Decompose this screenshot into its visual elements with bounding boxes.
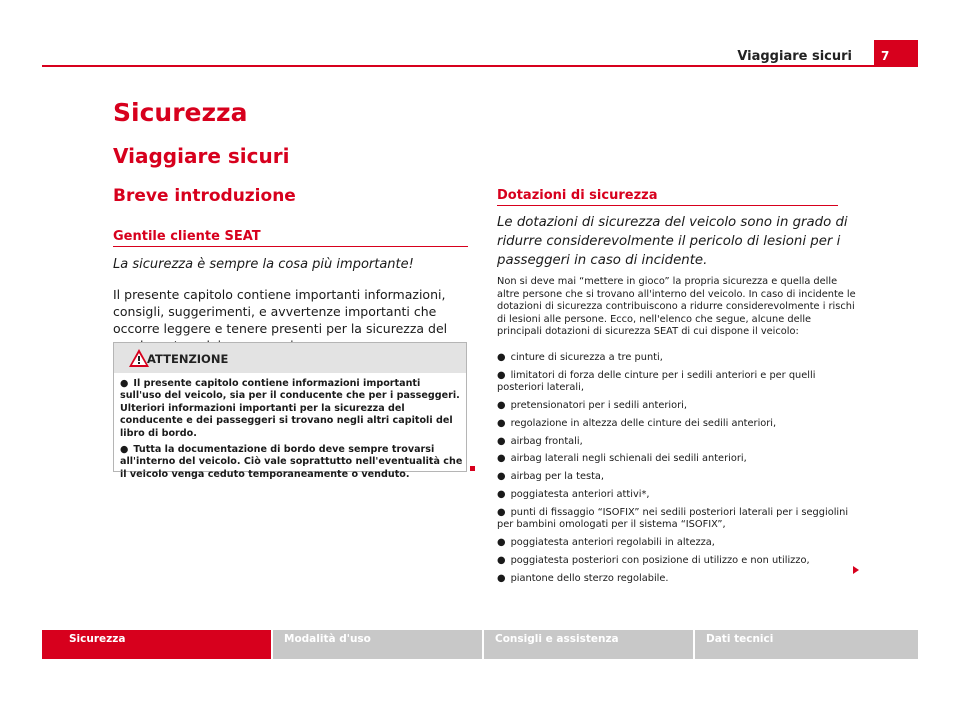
list-item [497, 400, 857, 412]
footer-tab-bar [42, 630, 918, 659]
running-header-title: Viaggiare sicuri [737, 49, 852, 64]
bullet-icon: ● [497, 554, 506, 566]
list-item-text: cinture di sicurezza a tre punti, [510, 352, 663, 363]
tab-consigli-e-assistenza[interactable]: Consigli e assistenza [484, 630, 695, 659]
list-item [497, 555, 857, 567]
list-item [497, 471, 857, 483]
header-rule [42, 65, 918, 67]
list-item-text: punti di fissaggio “ISOFIX” nei sedili posteriori laterali per i seggiolini per bambini omologati per il sistema “ISOFIX”, [497, 506, 849, 531]
list-item-text: pretensionatori per i sedili anteriori, [510, 400, 687, 411]
warning-item-text: Il presente capitolo contiene informazioni importanti sull'uso del veicolo, sia per il conducente che per i passeggeri. Ulteriori informazioni importanti per la sicurezza del conducente e dei passeggeri si trovano negli altri capitoli del libro di bordo. [120, 378, 460, 439]
section-end-marker [470, 466, 475, 471]
list-item [497, 436, 857, 448]
left-section-heading: Gentile cliente SEAT [113, 229, 261, 244]
warning-item [120, 444, 464, 481]
left-body-text: Il presente capitolo contiene importanti informazioni, consigli, suggerimenti, e avvertenze importanti che occorre leggere e tenere presenti per la sicurezza del [113, 287, 448, 336]
list-item-text: airbag frontali, [510, 435, 583, 447]
warning-list [120, 378, 464, 485]
list-item [497, 573, 857, 585]
bullet-icon: ● [497, 400, 506, 411]
warning-item-text: Tutta la documentazione di bordo deve sempre trovarsi all'interno del veicolo. Ciò vale soprattutto nell'eventualità che il veicolo venga ceduto temporaneamente o venduto. [120, 444, 463, 480]
list-item-text: poggiatesta anteriori attivi*, [510, 488, 650, 500]
bullet-icon: ● [497, 572, 506, 584]
bullet-icon: ● [120, 444, 129, 456]
list-item-text: airbag per la testa, [510, 471, 605, 483]
bullet-icon: ● [497, 417, 506, 429]
list-item [497, 453, 857, 465]
right-section-rule [497, 205, 838, 206]
bullet-icon: ● [120, 378, 129, 389]
bullet-icon: ● [497, 536, 506, 548]
left-lead-text: La sicurezza è sempre la cosa più importante! [113, 257, 414, 272]
list-item [497, 352, 857, 364]
warning-header [114, 343, 466, 373]
list-item [497, 537, 857, 549]
left-section-rule [113, 246, 468, 247]
right-lead-text: Le dotazioni di sicurezza del veicolo sono in grado di ridurre considerevolmente il pericolo di lesioni per i passeggeri in caso di incidente. [497, 215, 848, 268]
chapter-subtitle: Viaggiare sicuri [113, 144, 290, 168]
right-body-text: Non si deve mai “mettere in gioco” la propria sicurezza e quella delle altre persone che si trovano all'interno del veicolo. In caso di incidente le dotazioni di sicurezza contribuiscono a ridurre considerevolmente i rischi di lesioni alle persone. Ecco, nell'elenco che segue, alcune delle principali dotazioni di sicurezza SEAT di cui dispone il veicolo: [497, 276, 856, 338]
bullet-icon: ● [497, 488, 506, 500]
list-item [497, 507, 857, 532]
page-number: 7 [874, 40, 918, 67]
chapter-title: Sicurezza [113, 98, 248, 127]
warning-item [120, 378, 464, 440]
right-section-heading: Dotazioni di sicurezza [497, 188, 658, 203]
list-item-text: limitatori di forza delle cinture per i sedili anteriori e per quelli posteriori laterali, [497, 369, 816, 394]
tab-dati-tecnici[interactable]: Dati tecnici [695, 630, 918, 659]
list-item-text: poggiatesta posteriori con posizione di utilizzo e non utilizzo, [510, 554, 810, 566]
list-item [497, 418, 857, 430]
list-item-text: regolazione in altezza delle cinture dei sedili anteriori, [510, 417, 777, 429]
bullet-icon: ● [497, 471, 506, 483]
list-item-text: piantone dello sterzo regolabile. [510, 572, 669, 584]
bullet-icon: ● [497, 435, 506, 447]
bullet-icon: ● [497, 453, 506, 465]
list-item-text: poggiatesta anteriori regolabili in altezza, [510, 536, 715, 548]
list-item [497, 370, 857, 395]
list-item-text: airbag laterali negli schienali dei sedili anteriori, [510, 453, 747, 465]
tab-sicurezza[interactable]: Sicurezza [42, 630, 273, 659]
safety-equipment-list [497, 352, 857, 590]
list-item [497, 489, 857, 501]
tab-modalita-duso[interactable]: Modalità d'uso [273, 630, 484, 659]
warning-title: ATTENZIONE [147, 352, 229, 366]
bullet-icon: ● [497, 369, 506, 381]
continue-arrow-icon [853, 566, 859, 574]
bullet-icon: ● [497, 352, 506, 363]
warning-box [113, 342, 467, 480]
section-title: Breve introduzione [113, 186, 296, 206]
bullet-icon: ● [497, 506, 506, 518]
